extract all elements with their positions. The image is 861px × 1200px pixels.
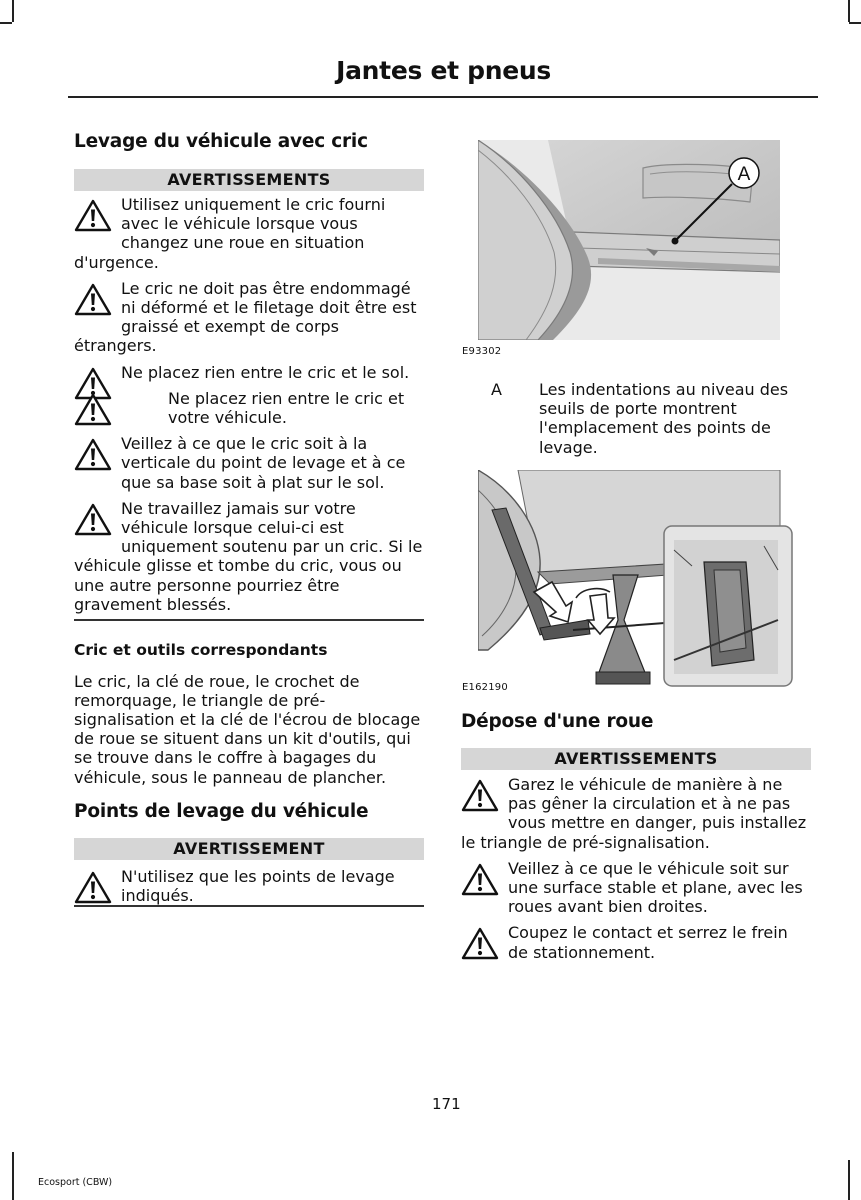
warning-item: Veillez à ce que le véhicule soit sur une surface stable et plane, avec les roues avant bien droites.: [461, 859, 811, 917]
crop-mark: [849, 22, 861, 24]
section-title-wheel-removal: Dépose d'une roue: [461, 711, 654, 732]
crop-mark: [12, 1152, 14, 1200]
figure-legend: [491, 380, 821, 457]
legend-description: Les indentations au niveau des seuils de porte montrent l'emplacement des points de levage.: [539, 380, 789, 457]
crop-mark: [848, 0, 850, 22]
warning-triangle-icon: [461, 779, 499, 813]
section-title-jacking: Levage du véhicule avec cric: [74, 131, 368, 152]
warning-item: Le cric ne doit pas être endommagé ni déformé et le filetage doit être est graissé et exempt de corps étrangers.: [74, 278, 417, 356]
crop-mark: [848, 1160, 850, 1200]
warning-item: Coupez le contact et serrez le frein de stationnement.: [461, 923, 811, 961]
header-rule: [68, 96, 818, 98]
figure-door-sill-lifting-point: [478, 140, 780, 340]
warning-item: N'utilisez que les points de levage indiqués.: [74, 867, 424, 905]
warning-triangle-icon: [74, 283, 112, 317]
crop-mark: [0, 22, 12, 24]
warning-block-rule: [74, 905, 424, 907]
page-number: 171: [432, 1095, 461, 1113]
warning-triangle-icon: [461, 863, 499, 897]
warning-item: Ne placez rien entre le cric et votre véhicule.: [74, 389, 424, 427]
tools-paragraph: Le cric, la clé de roue, le crochet de remorquage, le triangle de pré-signalisation et la clé de l'écrou de blocage de roue se situent dans un kit d'outils, qui se trouve dans le coffre à bagages du véhicule, sous le panneau de plancher.: [74, 671, 421, 787]
warning-item: Veillez à ce que le cric soit à la verticale du point de levage et à ce que sa base soit à plat sur le sol.: [74, 434, 424, 492]
warnings-heading: AVERTISSEMENTS: [74, 169, 424, 191]
figure-code: E93302: [462, 346, 502, 357]
warning-heading: AVERTISSEMENT: [74, 838, 424, 860]
figure-callout-label: A: [737, 164, 751, 185]
warning-block-rule: [74, 619, 424, 621]
page-title: Jantes et pneus: [336, 56, 551, 85]
warning-item: Ne travaillez jamais sur votre véhicule lorsque celui-ci est uniquement soutenu par un cric. Si le véhicule glisse et tombe du cric, vous ou une autre personne pourriez être gravement blessés.: [74, 498, 423, 614]
warning-item: Utilisez uniquement le cric fourni avec le véhicule lorsque vous changez une roue en situation d'urgence.: [74, 195, 386, 272]
figure-code: E162190: [462, 682, 508, 693]
crop-mark: [12, 0, 14, 22]
warning-triangle-icon: [74, 199, 112, 233]
footer-model: Ecosport (CBW): [38, 1177, 113, 1188]
section-title-lifting-points: Points de levage du véhicule: [74, 800, 369, 822]
legend-key: A: [491, 380, 502, 399]
warning-triangle-icon: [74, 393, 112, 427]
figure-jack-positioning: [478, 470, 798, 692]
warning-triangle-icon: [74, 503, 112, 537]
warning-item: Garez le véhicule de manière à ne pas gêner la circulation et à ne pas vous mettre en danger, puis installez le triangle de pré-signalisation.: [461, 775, 807, 852]
warnings-heading: AVERTISSEMENTS: [461, 748, 811, 770]
warning-triangle-icon: [461, 927, 499, 961]
warning-triangle-icon: [74, 438, 112, 472]
right-column-text: [461, 710, 811, 965]
left-column: [74, 130, 424, 909]
warning-triangle-icon: [74, 871, 112, 905]
subsection-title-tools: Cric et outils correspondants: [74, 640, 328, 659]
warning-item: Ne placez rien entre le cric et le sol.: [74, 363, 424, 382]
